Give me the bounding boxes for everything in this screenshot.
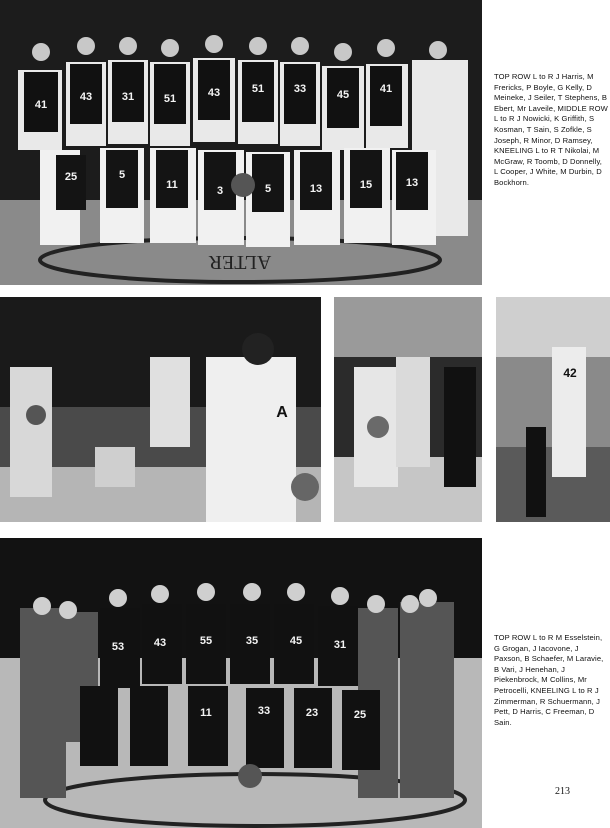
jersey-number: 25 — [353, 709, 367, 721]
jersey-number: 51 — [251, 83, 265, 95]
jersey-number: 55 — [199, 635, 213, 647]
jersey-number: 41 — [34, 99, 48, 111]
jersey-number: 43 — [79, 91, 93, 103]
jersey-number: 13 — [309, 183, 323, 195]
photo-layup-art — [496, 297, 610, 522]
jersey-number: 35 — [245, 635, 259, 647]
jersey-number: 11 — [200, 707, 212, 719]
jersey-number: 43 — [207, 87, 221, 99]
team-photo-varsity — [0, 0, 482, 285]
jersey-number: 33 — [293, 83, 307, 95]
jersey-number: 5 — [118, 169, 126, 181]
photo-game-action-art — [334, 297, 482, 522]
jersey-number: 31 — [333, 639, 347, 651]
page-number: 213 — [555, 786, 570, 797]
photo-pep-band — [0, 297, 321, 522]
jersey-number: 43 — [153, 637, 167, 649]
jersey-number: 45 — [336, 89, 350, 101]
team-photo-reserve-art — [0, 538, 482, 828]
jersey-number: 15 — [359, 179, 373, 191]
jersey-number: 23 — [305, 707, 319, 719]
caption-reserve: TOP ROW L to R M Esselstein, G Grogan, J Iacovone, J Paxson, B Schaefer, M Laravie, B Vari, J Henehan, J Piekenbrock, M Collins, Mr Petrocelli, KNEELING L to R J Zimmerman, R Schuermann, J Pett, D Harris, C Freeman, D Sain. — [494, 633, 604, 727]
jersey-number: 13 — [405, 177, 419, 189]
floor-lettering: ALTER — [208, 251, 272, 273]
jersey-number: 25 — [64, 171, 78, 183]
caption-varsity: TOP ROW L to R J Harris, M Frericks, P Boyle, G Kelly, D Meineke, J Seiler, T Stephens, B Ebert, Mr Laveile, MIDDLE ROW L to R J Nowicki, K Griffith, S Kosman, T Sain, S Zofkle, S Joseph, R Minor, D Ramsey, KNEELING L to R T Nikolai, M McGraw, R Toomb, D Donnelly, L Cooper, J White, M Durbin, D Bockhorn. — [494, 72, 608, 187]
photo-layup — [496, 297, 610, 522]
jersey-number: 51 — [163, 93, 177, 105]
photo-game-action — [334, 297, 482, 522]
jersey-number: 33 — [257, 705, 271, 717]
jersey-number: 53 — [111, 641, 125, 653]
jersey-number: 45 — [289, 635, 303, 647]
team-photo-varsity-art — [0, 0, 482, 285]
photo-pep-band-art — [0, 297, 321, 522]
jersey-number: 5 — [264, 183, 272, 195]
jersey-number: 41 — [379, 83, 393, 95]
jersey-number: 3 — [216, 185, 224, 197]
jersey-number: 42 — [563, 366, 577, 380]
jersey-number: 11 — [166, 179, 178, 191]
jersey-letter: A — [276, 404, 288, 421]
jersey-number: 31 — [121, 91, 135, 103]
team-photo-reserve — [0, 538, 482, 828]
